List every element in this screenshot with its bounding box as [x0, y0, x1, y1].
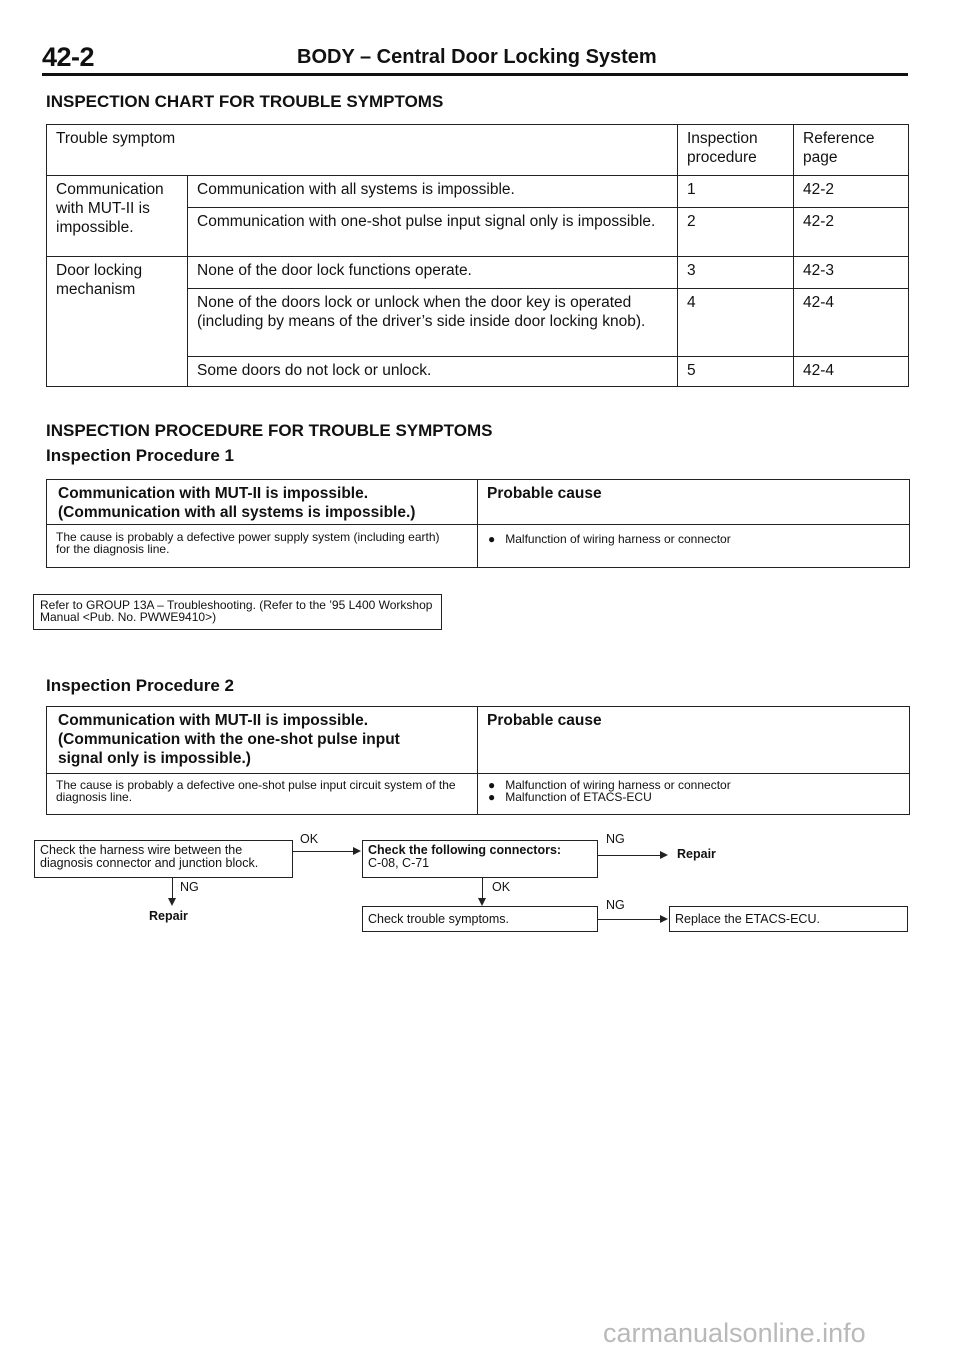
- col-header-reference: Reference page: [794, 125, 909, 176]
- page-cell: 42-2: [794, 208, 909, 257]
- page-cell: 42-4: [794, 357, 909, 387]
- symptom-cell: Communication with all systems is impossible.: [188, 176, 678, 208]
- arrow-down-icon: [478, 898, 486, 906]
- divider: [477, 480, 478, 567]
- procedure2-symptom: [58, 711, 400, 768]
- procedure1-box: [46, 479, 910, 568]
- divider: [47, 524, 909, 525]
- procedure2-title: Inspection Procedure 2: [46, 676, 234, 695]
- flow-connector: [293, 851, 353, 852]
- probable-cause-label: Probable cause: [487, 712, 602, 729]
- category-cell: Communication with MUT-II is impossible.: [47, 176, 188, 257]
- flow-step-check-harness: Check the harness wire between the diagnosis connector and junction block.: [34, 840, 293, 878]
- ng-label: NG: [606, 832, 625, 846]
- ok-label: OK: [300, 832, 319, 846]
- procedure-cell: 1: [678, 176, 794, 208]
- ok-label: OK: [492, 880, 511, 894]
- flow-step-check-connectors: [362, 840, 598, 878]
- procedure-cell: 5: [678, 357, 794, 387]
- chart-heading: INSPECTION CHART FOR TROUBLE SYMPTOMS: [46, 92, 444, 111]
- category-cell: Door locking mechanism: [47, 257, 188, 387]
- procedure-cell: 2: [678, 208, 794, 257]
- procedure-cell: 4: [678, 289, 794, 357]
- page-cell: 42-3: [794, 257, 909, 289]
- repair-action: Repair: [149, 909, 188, 923]
- cause-description: The cause is probably a defective one-shot pulse input circuit system of the diagnosis line.: [56, 778, 456, 804]
- arrow-down-icon: [168, 898, 176, 906]
- procedure-heading: INSPECTION PROCEDURE FOR TROUBLE SYMPTOMS: [46, 421, 493, 440]
- divider: [477, 707, 478, 814]
- page-number: 42-2: [42, 42, 95, 72]
- step-items: C-08, C-71: [368, 856, 430, 870]
- cause-description: The cause is probably a defective power supply system (including earth) for the diagnosis line.: [56, 530, 440, 556]
- header-rule: [42, 73, 908, 76]
- flow-step-replace-ecu: Replace the ETACS-ECU.: [669, 906, 908, 932]
- flow-connector: [482, 878, 483, 898]
- cause-list: [488, 779, 731, 803]
- symptom-line: signal only is impossible.): [58, 750, 251, 767]
- page-cell: 42-4: [794, 289, 909, 357]
- repair-action: Repair: [677, 847, 716, 861]
- table-row: [47, 176, 909, 208]
- probable-cause-label: Probable cause: [487, 485, 602, 502]
- ng-label: NG: [180, 880, 199, 894]
- step-title: Check the following connectors:: [368, 843, 562, 857]
- ng-label: NG: [606, 898, 625, 912]
- symptom-cell: None of the door lock functions operate.: [188, 257, 678, 289]
- divider: [47, 773, 909, 774]
- flow-connector: [598, 919, 660, 920]
- symptom-line: Communication with MUT-II is impossible.: [58, 485, 369, 502]
- procedure1-title: Inspection Procedure 1: [46, 446, 234, 465]
- symptom-line: (Communication with the one-shot pulse input: [58, 731, 400, 748]
- col-header-procedure: Inspection procedure: [678, 125, 794, 176]
- symptom-line: Communication with MUT-II is impossible.: [58, 712, 369, 729]
- list-item: ● Malfunction of wiring harness or connector: [488, 778, 731, 792]
- procedure-cell: 3: [678, 257, 794, 289]
- table-header-row: [47, 125, 909, 176]
- flow-step-check-symptoms: Check trouble symptoms.: [362, 906, 598, 932]
- procedure1-note: Refer to GROUP 13A – Troubleshooting. (Refer to the ’95 L400 Workshop Manual <Pub. No. PWWE9410>): [33, 594, 442, 630]
- page-title: BODY – Central Door Locking System: [297, 46, 657, 68]
- trouble-symptom-table: [46, 124, 909, 387]
- page-cell: 42-2: [794, 176, 909, 208]
- arrow-right-icon: [660, 915, 668, 923]
- symptom-cell: Some doors do not lock or unlock.: [188, 357, 678, 387]
- cause-list: [488, 533, 731, 545]
- flow-connector: [172, 878, 173, 898]
- col-header-symptom: Trouble symptom: [47, 125, 678, 176]
- flow-connector: [598, 855, 660, 856]
- procedure1-symptom: [58, 484, 415, 522]
- arrow-right-icon: [660, 851, 668, 859]
- symptom-cell: Communication with one-shot pulse input signal only is impossible.: [188, 208, 678, 257]
- symptom-line: (Communication with all systems is impossible.): [58, 504, 416, 521]
- table-row: [47, 257, 909, 289]
- symptom-cell: None of the doors lock or unlock when the door key is operated (including by means of the driver’s side inside door locking knob).: [188, 289, 678, 357]
- procedure2-box: [46, 706, 910, 815]
- list-item: ● Malfunction of ETACS-ECU: [488, 790, 652, 804]
- arrow-right-icon: [353, 847, 361, 855]
- list-item: ● Malfunction of wiring harness or connector: [488, 532, 731, 546]
- watermark: carmanualsonline.info: [603, 1318, 866, 1348]
